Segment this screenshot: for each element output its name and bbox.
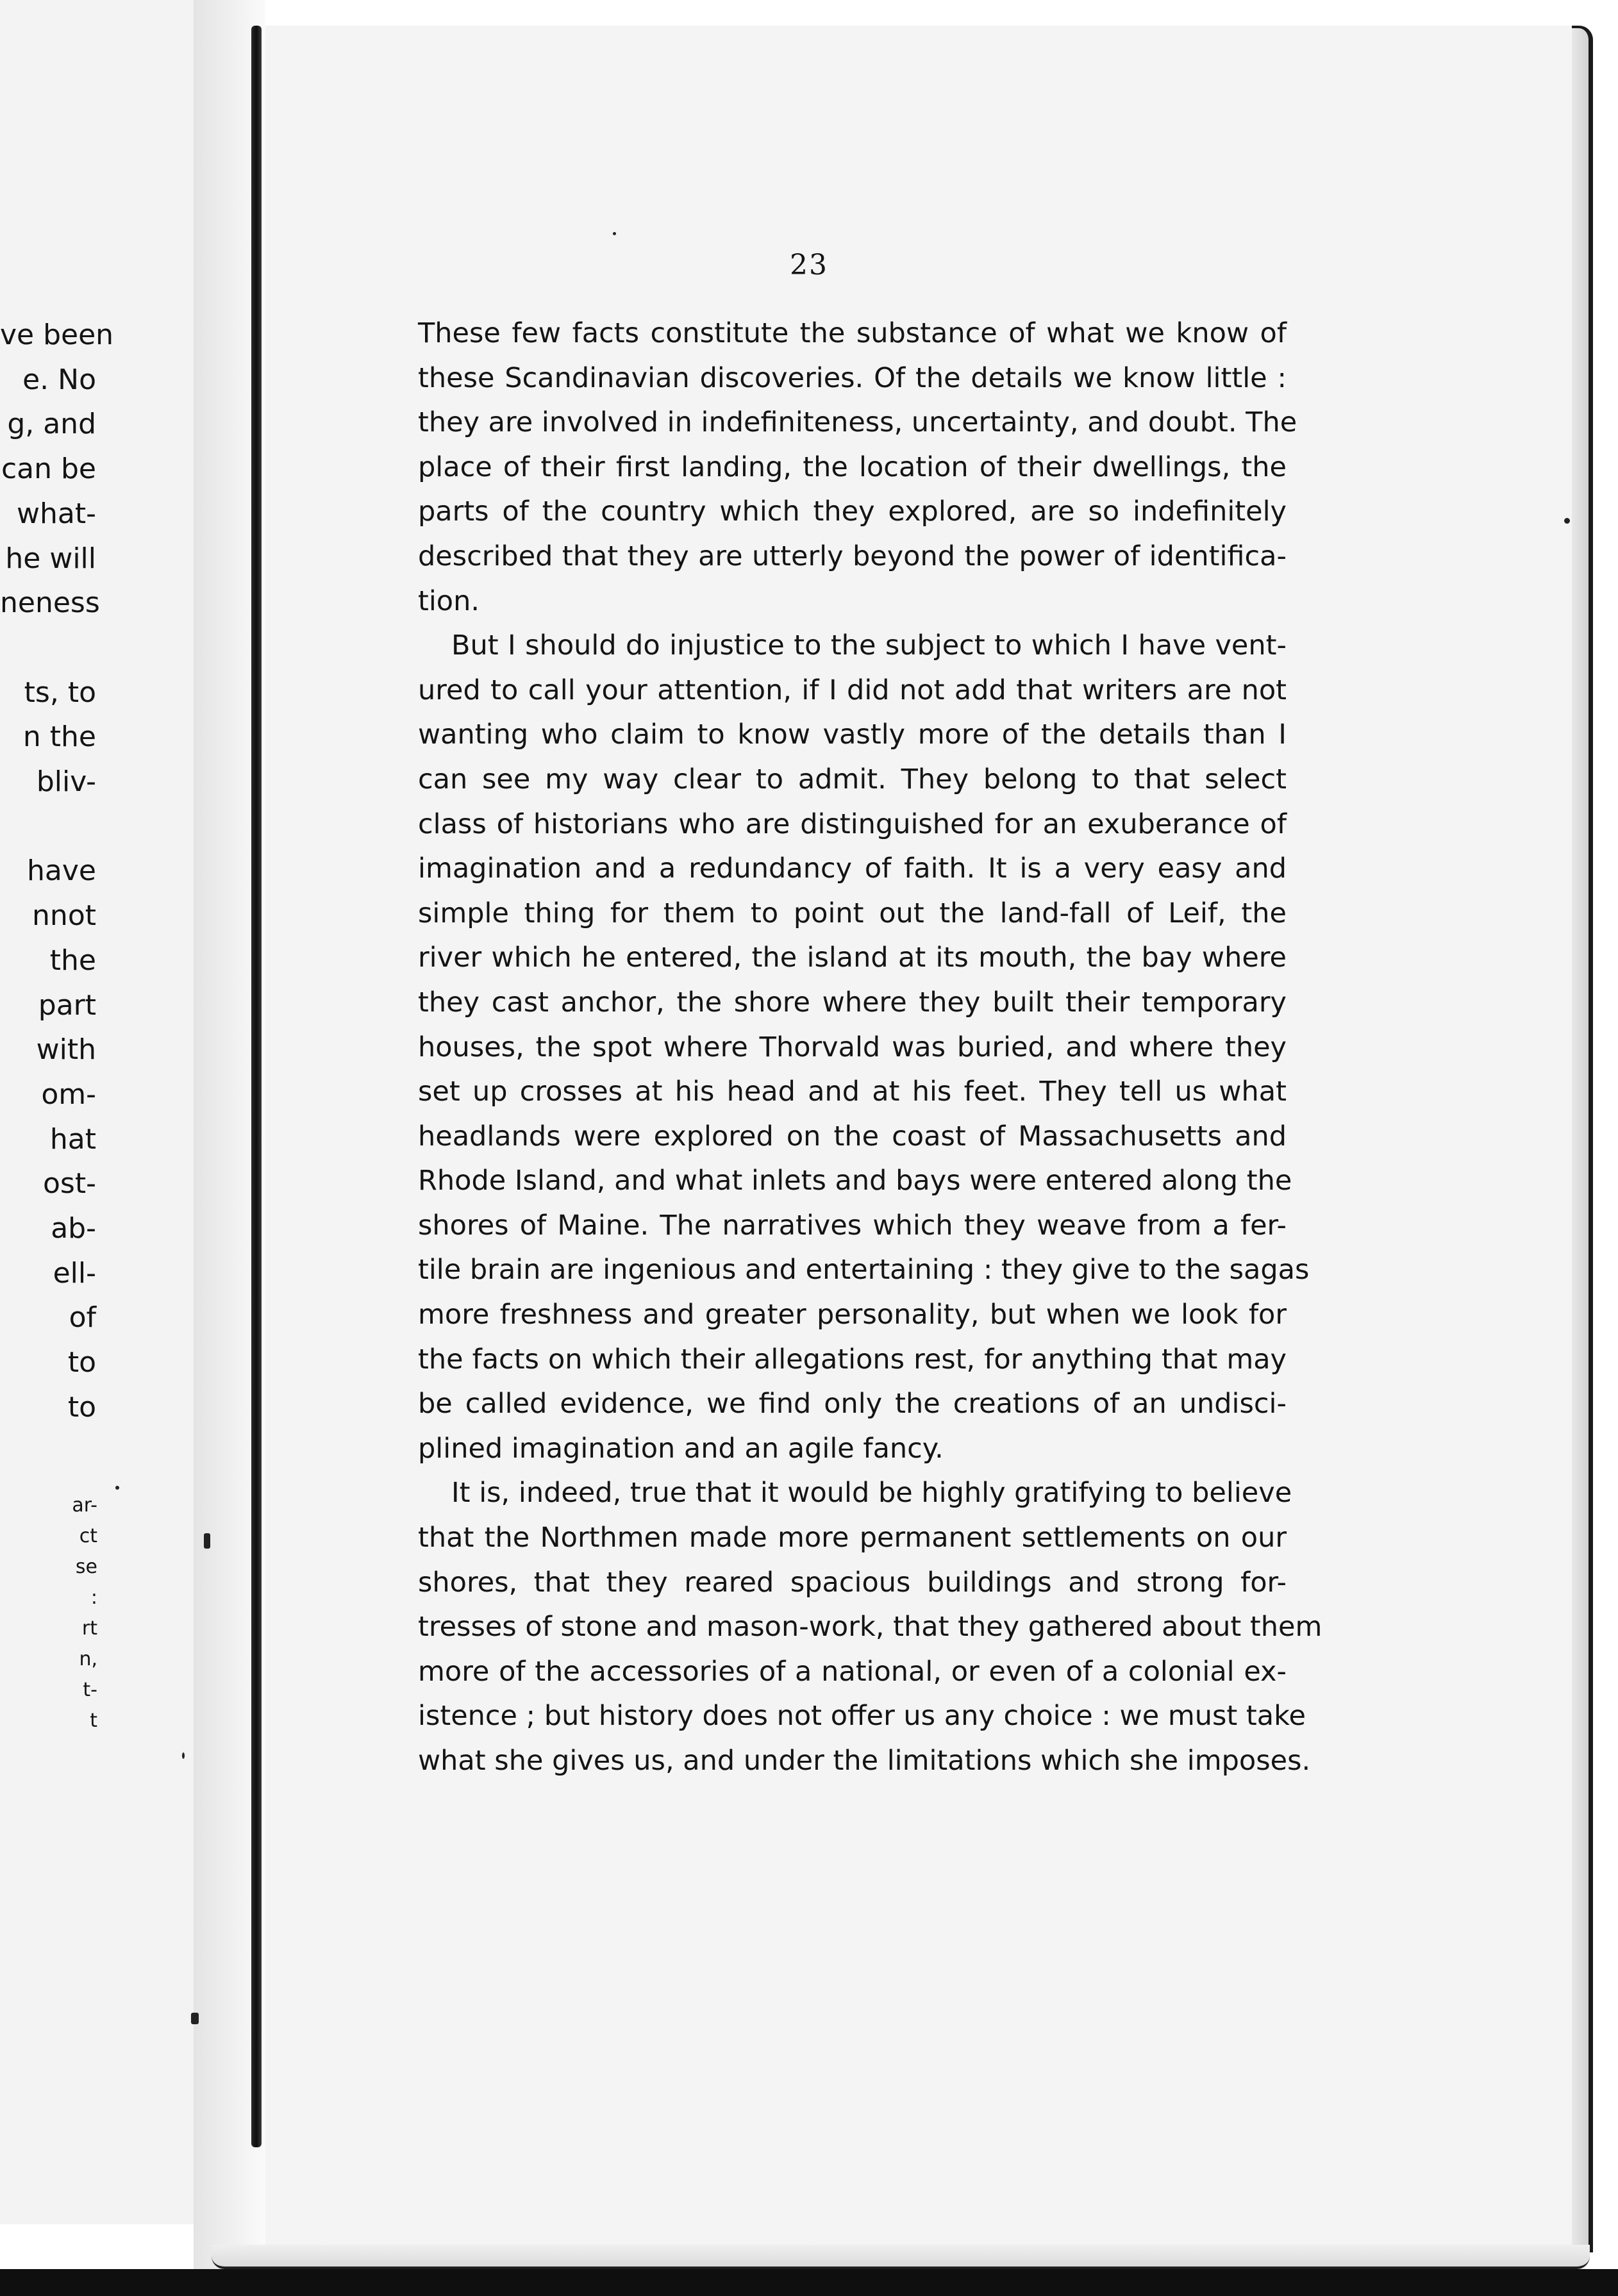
left-page-fragment: neness <box>0 586 100 620</box>
text-line: tion. <box>418 585 480 617</box>
left-page-note-fragment: : <box>90 1586 97 1609</box>
text-line: described that they are utterly beyond the power of identifica- <box>418 540 1287 572</box>
left-page-fragment: the <box>49 944 96 977</box>
text-line: ured to call your attention, if I did not add that writers are not <box>418 674 1287 706</box>
text-line: But I should do injustice to the subject to which I have vent- <box>451 629 1287 662</box>
left-page-fragment: nnot <box>32 899 96 933</box>
text-line: plined imagination and an agile fancy. <box>418 1432 944 1465</box>
text-line: they are involved in indefiniteness, uncertainty, and doubt. The <box>418 406 1297 439</box>
left-page-fragment: part <box>38 988 96 1022</box>
text-line: more freshness and greater personality, but when we look for <box>418 1299 1287 1331</box>
text-line: tresses of stone and mason-work, that they gathered about them <box>418 1611 1322 1643</box>
ink-speck <box>115 1486 119 1490</box>
text-line: they cast anchor, the shore where they built their temporary <box>418 986 1287 1019</box>
text-line: set up crosses at his head and at his feet. They tell us what <box>418 1076 1287 1108</box>
ink-speck <box>204 1533 210 1549</box>
left-page-note-fragment: n, <box>79 1648 97 1670</box>
left-page-fragment: of <box>69 1301 96 1335</box>
left-page-fragment: have <box>27 854 96 888</box>
left-page-fragment: with <box>36 1033 96 1067</box>
book-spine <box>251 26 262 2147</box>
text-line: shores of Maine. The narratives which they weave from a fer- <box>418 1209 1287 1242</box>
left-page-note-fragment: ar- <box>72 1494 97 1517</box>
left-page-fragment: om- <box>41 1077 96 1111</box>
text-line: wanting who claim to know vastly more of the details than I <box>418 719 1287 751</box>
ink-speck <box>191 2013 199 2024</box>
left-page-fragment: e. No <box>22 363 96 396</box>
text-line: river which he entered, the island at its mouth, the bay where <box>418 942 1287 974</box>
ink-speck <box>182 1752 185 1759</box>
text-line: parts of the country which they explored, are so indefinitely <box>418 495 1287 528</box>
ink-speck <box>613 232 616 235</box>
ink-speck <box>1564 518 1570 524</box>
left-page-fragment: ell- <box>53 1256 96 1290</box>
text-line: class of historians who are distinguished for an exuberance of <box>418 808 1287 840</box>
left-page-fragment: he will <box>5 542 96 575</box>
left-page-fragment: ab- <box>51 1212 96 1245</box>
left-page-fragment: to <box>67 1390 96 1424</box>
text-line: simple thing for them to point out the land-fall of Leif, the <box>418 897 1287 929</box>
text-line: place of their first landing, the location of their dwellings, the <box>418 451 1287 483</box>
text-line: the facts on which their allegations rest, for anything that may <box>418 1343 1287 1376</box>
text-line: tile brain are ingenious and entertaining : they give to the sagas <box>418 1254 1310 1286</box>
left-page-fragment: ost- <box>43 1167 96 1201</box>
text-line: imagination and a redundancy of faith. It is a very easy and <box>418 853 1287 885</box>
text-line: can see my way clear to admit. They belong to that select <box>418 763 1287 795</box>
left-page-note-fragment: rt <box>81 1617 97 1640</box>
text-line: Rhode Island, and what inlets and bays were entered along the <box>418 1165 1292 1197</box>
left-page-fragment <box>0 804 96 849</box>
text-line: It is, indeed, true that it would be highly gratifying to believe <box>451 1477 1292 1510</box>
left-page-fragment: g, and <box>7 408 96 441</box>
facing-left-page <box>0 0 213 2224</box>
left-page-text-fragments <box>0 313 114 1430</box>
left-page-note-fragment: se <box>75 1556 97 1578</box>
left-page-fragment: can be <box>1 453 96 486</box>
text-line: shores, that they reared spacious buildings and strong for- <box>418 1566 1287 1599</box>
text-line: headlands were explored on the coast of Massachusetts and <box>418 1120 1287 1152</box>
text-line: more of the accessories of a national, or even of a colonial ex- <box>418 1655 1287 1688</box>
page-edge-bottom <box>212 2245 1590 2269</box>
left-page-fragment: ts, to <box>24 676 96 709</box>
paragraph <box>418 312 1297 624</box>
left-page-note-fragment: t- <box>83 1679 97 1701</box>
left-page-fragment: hat <box>49 1122 96 1156</box>
left-page-footnote-fragments <box>59 1490 97 1736</box>
left-page-fragment: bliv- <box>36 765 96 799</box>
text-line: these Scandinavian discoveries. Of the details we know little : <box>418 362 1287 394</box>
text-line: houses, the spot where Thorvald was buried, and where they <box>418 1031 1287 1063</box>
paragraph <box>418 1471 1322 1783</box>
page-edge-right <box>1572 26 1593 2252</box>
body-text <box>418 312 1322 1784</box>
page-number: 23 <box>790 249 828 281</box>
left-page-fragment: what- <box>17 497 96 530</box>
text-line: what she gives us, and under the limitations which she imposes. <box>418 1745 1311 1777</box>
paragraph <box>418 624 1310 1471</box>
left-page-note-fragment: ct <box>79 1525 97 1547</box>
left-page-fragment: to <box>67 1346 96 1379</box>
left-page-fragment <box>0 626 96 670</box>
text-line: that the Northmen made more permanent settlements on our <box>418 1522 1287 1554</box>
scan-bottom-background <box>0 2269 1618 2296</box>
text-line: These few facts constitute the substance of what we know of <box>418 317 1287 349</box>
left-page-note-fragment: t <box>90 1710 97 1732</box>
text-line: istence ; but history does not offer us any choice : we must take <box>418 1700 1306 1733</box>
left-page-fragment: ve been <box>0 319 114 351</box>
left-page-fragment: n the <box>22 720 96 754</box>
text-line: be called evidence, we find only the creations of an undisci- <box>418 1388 1287 1420</box>
